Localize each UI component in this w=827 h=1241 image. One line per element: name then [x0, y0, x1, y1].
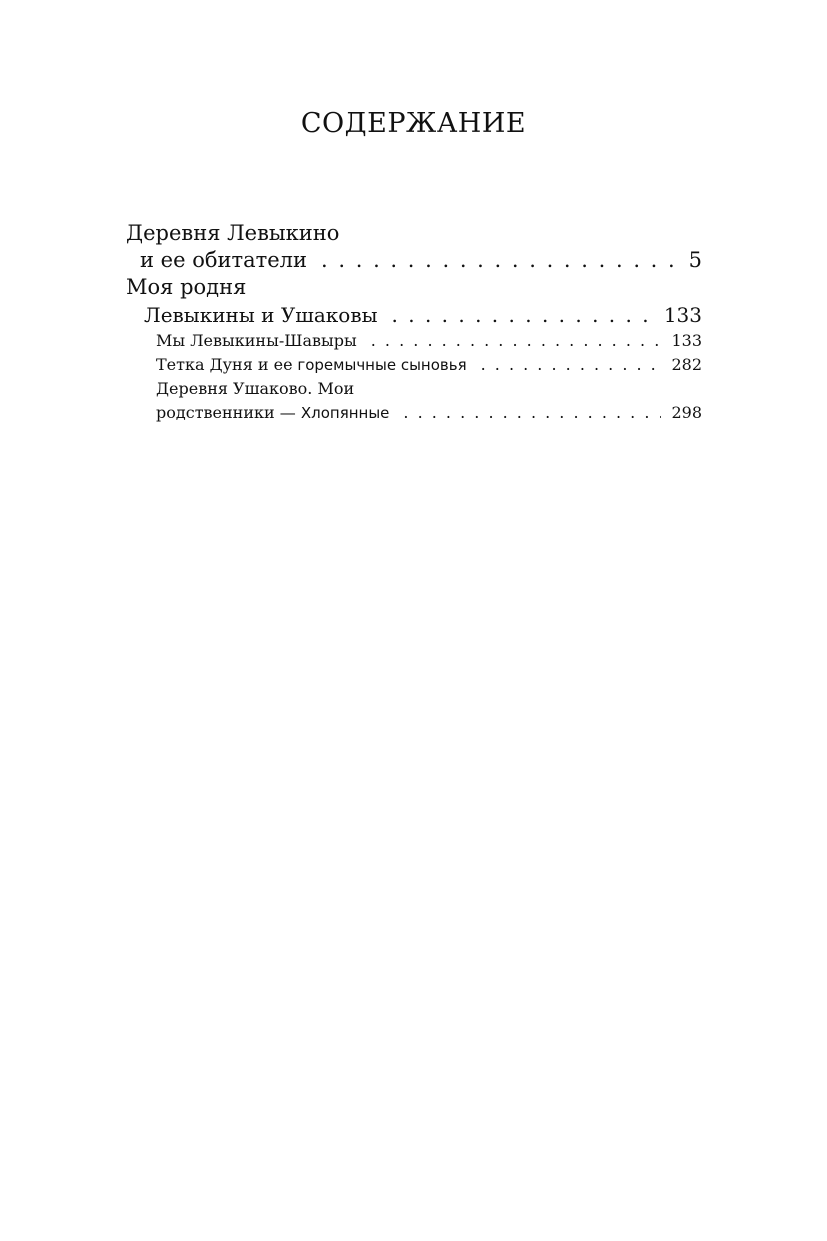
page-number: 5 — [688, 248, 702, 272]
toc-entry-text-part: Хлопянные — [300, 404, 390, 422]
leader-dots — [321, 247, 679, 274]
toc-entry-text: Мы Левыкины-Шавыры — [156, 331, 357, 350]
toc-entry[interactable] — [126, 401, 702, 425]
toc-entry-text-part: Тетка Дуня и ее — [156, 355, 293, 374]
page-number: 133 — [663, 303, 702, 327]
toc-entry-text: Деревня Ушаково. Мои — [156, 379, 355, 398]
page-number: 282 — [671, 355, 702, 374]
toc-entry-title — [126, 220, 702, 247]
page-title: СОДЕРЖАНИЕ — [300, 108, 527, 139]
toc-entry-text: Деревня Левыкино — [126, 221, 340, 245]
leader-dots — [371, 329, 662, 353]
page-number: 298 — [671, 403, 702, 422]
toc-entry-text — [156, 401, 389, 425]
toc-section-title — [126, 274, 702, 301]
toc-entry-text — [156, 353, 467, 377]
toc-entry-text-part: горемычные сыновья — [292, 356, 467, 374]
toc-entry-text: Левыкины и Ушаковы — [144, 303, 378, 327]
leader-dots — [403, 401, 661, 425]
toc-entry-title — [126, 377, 702, 401]
leader-dots — [481, 353, 662, 377]
leader-dots — [392, 301, 654, 329]
toc-entry[interactable] — [126, 301, 702, 329]
toc-entry-text: и ее обитатели — [140, 248, 308, 272]
toc-entry-text: Моя родня — [126, 275, 247, 299]
page-number: 133 — [671, 331, 702, 350]
toc-entry[interactable] — [126, 247, 702, 274]
table-of-contents — [126, 220, 702, 425]
toc-entry[interactable] — [126, 329, 702, 353]
toc-entry-text-part: родственники — — [156, 403, 301, 422]
toc-entry[interactable] — [126, 353, 702, 377]
